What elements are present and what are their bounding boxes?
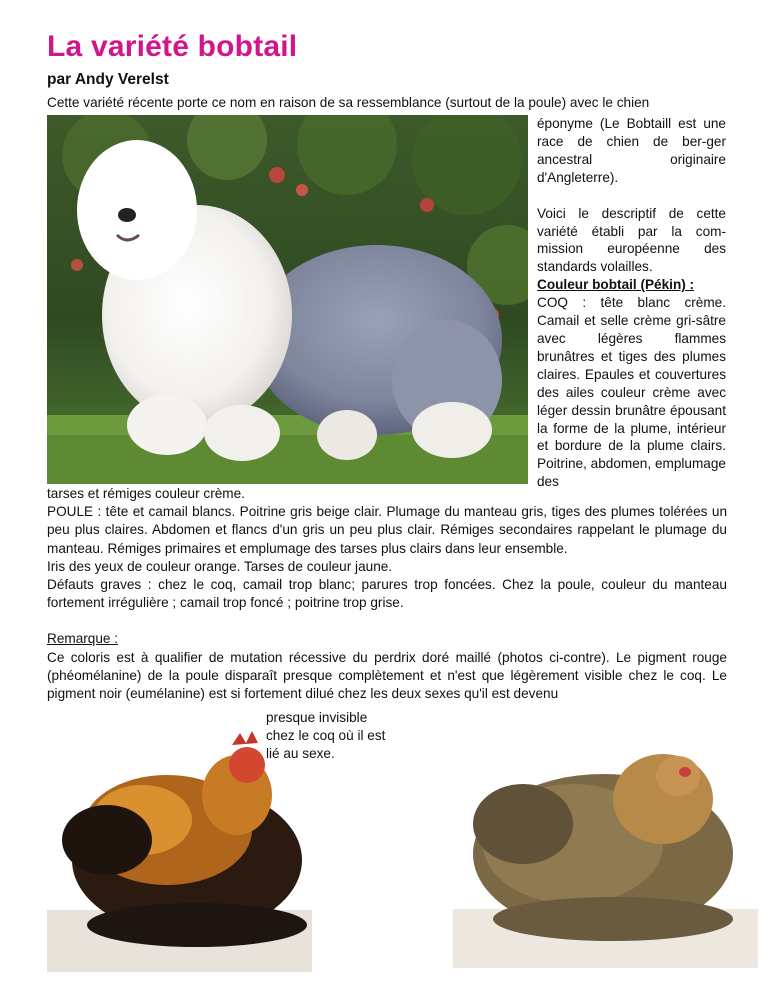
intro-first-line: Cette variété récente porte ce nom en raison de sa ressemblance (surtout de la poule) avec le chien xyxy=(47,95,650,110)
paragraph-gap xyxy=(537,187,726,205)
paragraph-gap xyxy=(47,612,727,630)
hen-photo xyxy=(453,714,758,968)
coq-description-end: tarses et rémiges couleur crème. xyxy=(47,486,245,501)
defauts-description: Défauts graves : chez le coq, camail trop blanc; parures trop foncées. Chez la poule, couleur du manteau fortement irrégulière ; camail trop foncé ; poitrine trop grise. xyxy=(47,577,727,611)
poule-description: POULE : tête et camail blancs. Poitrine gris beige clair. Plumage du manteau gris, tiges des plumes tolérées un peu plus claires. Abdomen et flancs d'un gris un peu plus clair. Rémiges secondaires rappelant le plumage du manteau. Rémiges primaires et emplumage des tarses plus clairs dans leur ensemble. xyxy=(47,504,727,556)
article-author: par Andy Verelst xyxy=(47,71,169,88)
coq-description: COQ : tête blanc crème. Camail et selle crème gri-sâtre avec légères flammes brunâtres et tiges des plumes claires. Epaules et couvertures des ailes couleur crème avec léger dessin brunâtre épousant la forme de la plume, intérieur et bordure de la plume clairs. Poitrine, abdomen, emplumage des xyxy=(537,295,726,490)
intro-paragraph xyxy=(47,94,727,112)
remark-continuation: presque invisible chez le coq où il est lié au sexe. xyxy=(266,710,386,762)
dog-illustration xyxy=(47,115,528,484)
sidebar-text-column xyxy=(537,115,726,491)
article-title: La variété bobtail xyxy=(47,30,298,63)
chicken-caption-text xyxy=(266,709,396,764)
hen-illustration xyxy=(453,714,758,968)
main-text xyxy=(47,485,727,703)
intro-continuation: éponyme (Le Bobtaill est une race de chien de ber-ger ancestral originaire d'Angleterre). xyxy=(537,116,726,185)
bobtail-dog-photo xyxy=(47,115,528,484)
remark-label: Remarque : xyxy=(47,631,119,647)
color-heading: Couleur bobtail (Pékin) : xyxy=(537,277,695,293)
standard-intro: Voici le descriptif de cette variété établi par la com-mission européenne des standards volailles. xyxy=(537,205,726,275)
remark-text: Ce coloris est à qualifier de mutation récessive du perdrix doré maillé (photos ci-contre). Le pigment rouge (phéomélanine) de la poule disparaît presque complètement et n'est que légèrement visible chez le coq. Le pigment noir (eumélanine) est si fortement dilué chez les deux sexes qu'il est devenu xyxy=(47,649,727,702)
iris-description: Iris des yeux de couleur orange. Tarses de couleur jaune. xyxy=(47,558,393,574)
